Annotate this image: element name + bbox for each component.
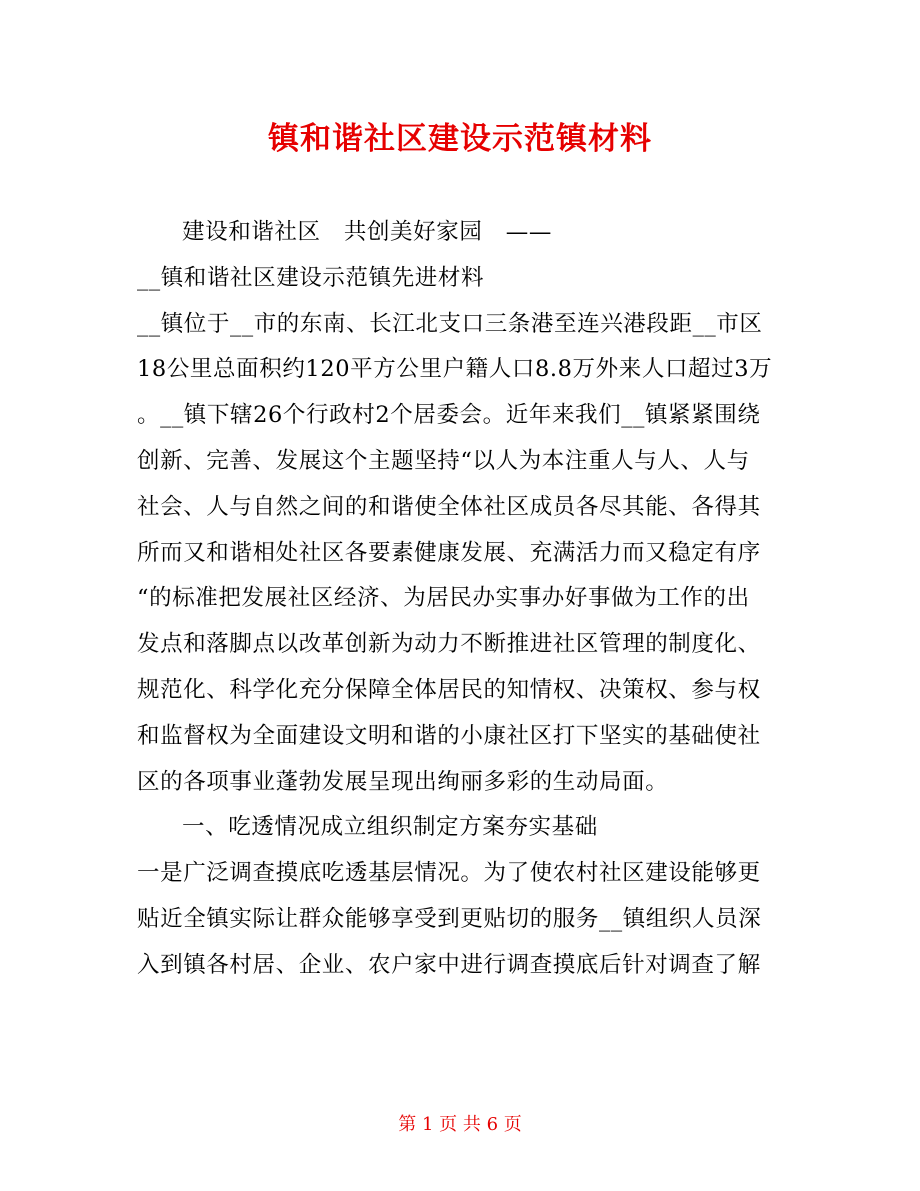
body-text	[137, 210, 787, 989]
text-line: 。__镇下辖26个行政村2个居委会。近年来我们__镇紧紧围绕	[137, 402, 761, 429]
page-title: 镇和谐社区建设示范镇材料	[268, 121, 652, 157]
text-line: 规范化、科学化充分保障全体居民的知情权、决策权、参与权	[137, 676, 761, 703]
subtitle-line: 建设和谐社区 共创美好家园 ——	[182, 219, 552, 245]
section-heading: 一、吃透情况成立组织制定方案夯实基础	[182, 814, 598, 841]
text-line: 一是广泛调查摸底吃透基层情况。为了使农村社区建设能够更	[137, 860, 761, 887]
text-line: “的标准把发展社区经济、为居民办实事办好事做为工作的出	[137, 585, 750, 612]
page-footer: 第 1 页 共 6 页	[398, 1114, 522, 1135]
text-line: __镇位于__市的东南、长江北支口三条港至连兴港段距__市区	[137, 310, 763, 337]
text-line: 发点和落脚点以改革创新为动力不断推进社区管理的制度化、	[137, 631, 761, 658]
text-line: 所而又和谐相处社区各要素健康发展、充满活力而又稳定有序	[137, 539, 761, 566]
subtitle-line-2: __镇和谐社区建设示范镇先进材料	[137, 264, 485, 291]
text-line: 社会、人与自然之间的和谐使全体社区成员各尽其能、各得其	[137, 493, 761, 520]
text-line: 18公里总面积约120平方公里户籍人口8.8万外来人口超过3万	[137, 356, 773, 383]
text-line: 贴近全镇实际让群众能够享受到更贴切的服务__镇组织人员深	[137, 905, 762, 932]
text-line: 入到镇各村居、企业、农户家中进行调查摸底后针对调查了解	[137, 951, 761, 978]
text-line: 区的各项事业蓬勃发展呈现出绚丽多彩的生动局面。	[137, 768, 669, 795]
text-line: 和监督权为全面建设文明和谐的小康社区打下坚实的基础使社	[137, 722, 761, 749]
text-line: 创新、完善、发展这个主题坚持“以人为本注重人与人、人与	[137, 447, 750, 474]
